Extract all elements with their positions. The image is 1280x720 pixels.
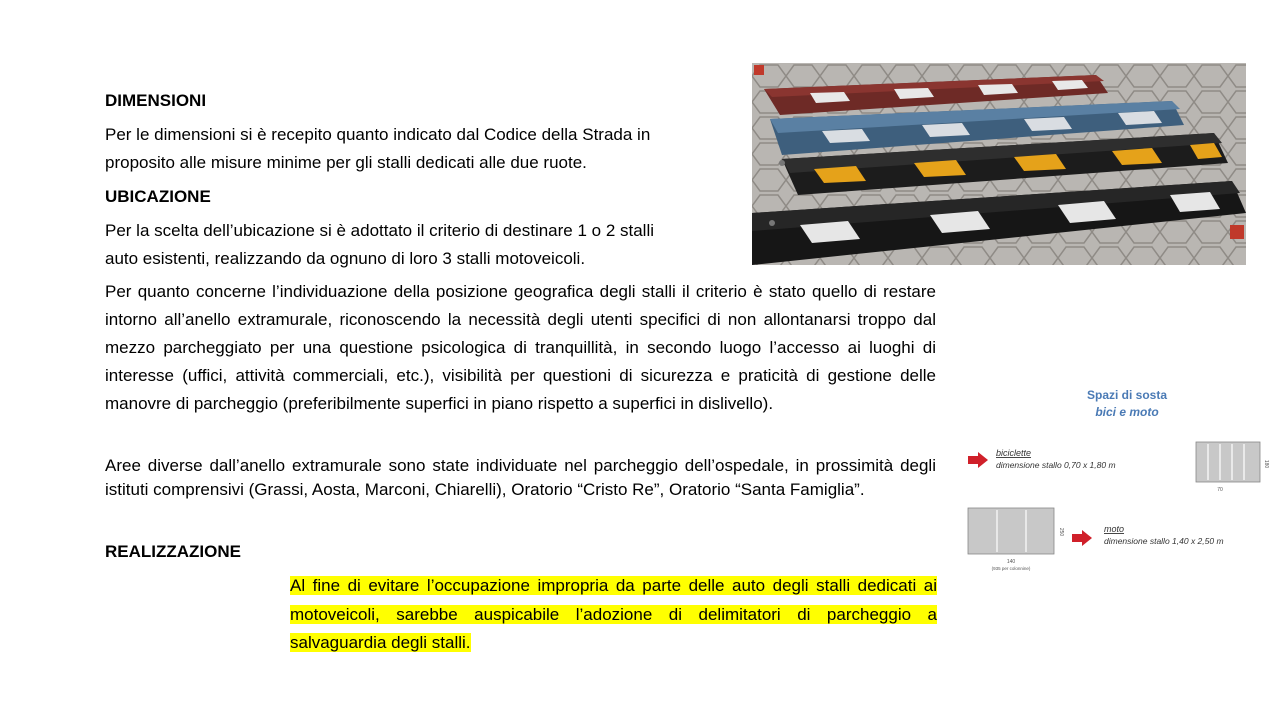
moto-stalls-drawing bbox=[968, 508, 1054, 554]
moto-dimension: dimensione stallo 1,40 x 2,50 m bbox=[1104, 536, 1224, 546]
bici-height-label: 180 bbox=[1263, 459, 1269, 469]
realizzazione-paragraph bbox=[290, 572, 937, 658]
posizione-paragraph: Per quanto concerne l’individuazione della posizione geografica degli stalli il criterio è stato quello di restare intorno all’anello extramurale, riconoscendo la necessità degli utenti specifici di non allontanarsi troppo dal mezzo parcheggiato per una questione psicologica di tranquillità, in secondo luogo l’accesso ai luoghi di interesse (uffici, attività commerciali, etc.), visibilità per questioni di sicurezza e praticità di gestione delle manovre di parcheggio (preferibilmente superfici in piano rispetto a superfici in dislivello). bbox=[105, 282, 936, 413]
realizzazione-highlight: Al fine di evitare l’occupazione impropria da parte delle auto degli stalli dedicati ai motoveicoli, sarebbe auspicabile l’adozione di delimitatori di parcheggio a salvaguardia degli stalli. bbox=[290, 576, 937, 652]
dimensioni-line-1: Per le dimensioni si è recepito quanto indicato dal Codice della Strada in bbox=[105, 125, 651, 144]
dimensioni-line-2: proposito alle misure minime per gli stalli dedicati alle due ruote. bbox=[105, 153, 587, 172]
bici-label: biciclette bbox=[996, 448, 1032, 458]
ubicazione-line-2: auto esistenti, realizzando da ognuno di loro 3 stalli motoveicoli. bbox=[105, 249, 586, 268]
moto-width-note: (935 per colonnine) bbox=[991, 566, 1031, 571]
parking-spaces-diagram bbox=[962, 380, 1267, 580]
moto-width-label: 140 bbox=[1006, 559, 1016, 565]
bici-arrow-icon bbox=[968, 452, 988, 468]
bici-dimension: dimensione stallo 0,70 x 1,80 m bbox=[996, 460, 1116, 470]
bici-width-label: 70 bbox=[1217, 487, 1223, 493]
parking-delimiters-photo bbox=[752, 63, 1246, 265]
diagram-title-2: bici e moto bbox=[1095, 405, 1159, 419]
moto-height-label: 250 bbox=[1058, 527, 1064, 537]
section-title-ubicazione: UBICAZIONE bbox=[105, 187, 211, 206]
aree-paragraph: Aree diverse dall’anello extramurale sono state individuate nel parcheggio dell’ospedale, in prossimità degli istituti comprensivi (Grassi, Aosta, Marconi, Chiarelli), Oratorio “Cristo Re”, Oratorio “Santa Famiglia”. bbox=[105, 456, 936, 499]
moto-arrow-icon bbox=[1072, 530, 1092, 546]
section-title-realizzazione: REALIZZAZIONE bbox=[105, 542, 241, 561]
moto-label: moto bbox=[1104, 524, 1125, 534]
bici-stalls-drawing bbox=[1196, 442, 1260, 482]
diagram-title-1: Spazi di sosta bbox=[1086, 388, 1168, 402]
section-title-dimensioni: DIMENSIONI bbox=[105, 91, 207, 110]
ubicazione-line-1: Per la scelta dell’ubicazione si è adottato il criterio di destinare 1 o 2 stalli bbox=[105, 221, 655, 240]
